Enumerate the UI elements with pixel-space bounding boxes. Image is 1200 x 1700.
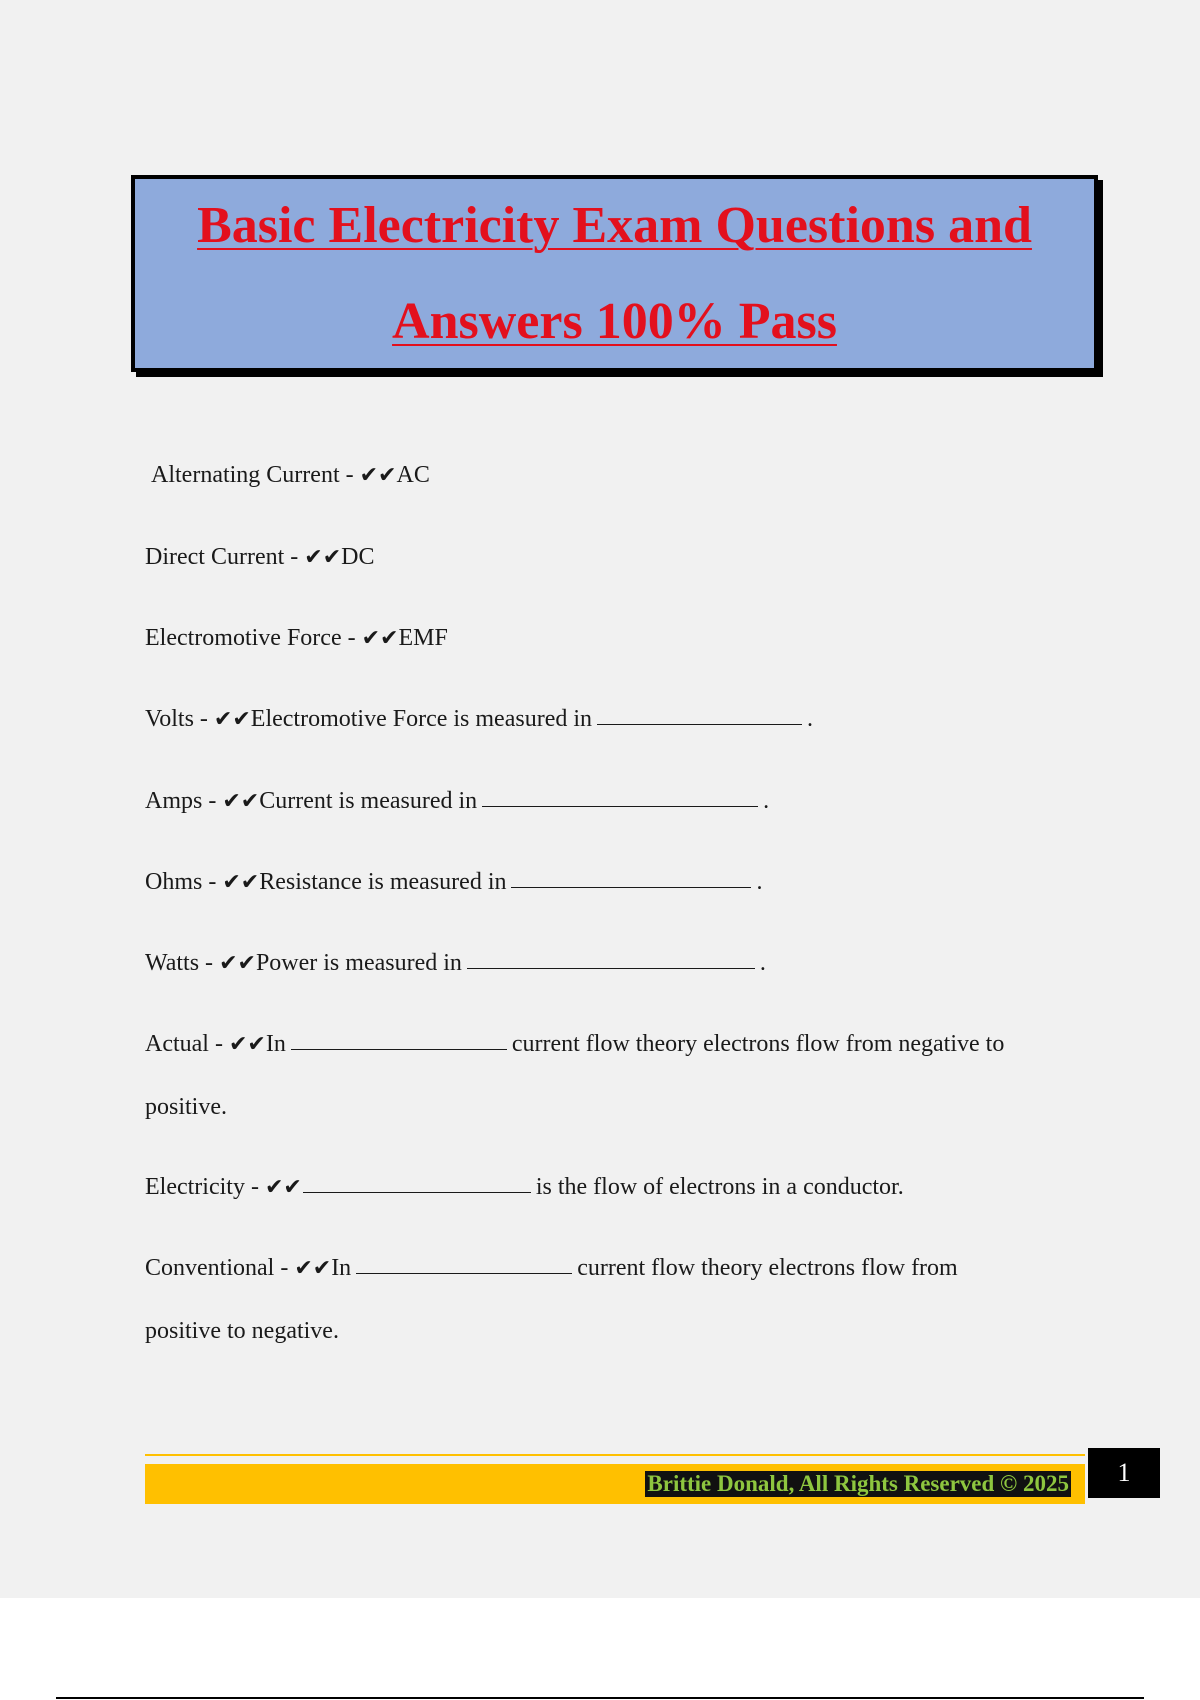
footer-copyright: Brittie Donald, All Rights Reserved © 2025 (647, 1471, 1069, 1496)
qa-term: Amps - (145, 788, 223, 814)
qa-question-end: current flow theory electrons flow from (577, 1255, 958, 1281)
qa-answer: DC (341, 544, 375, 570)
qa-question-text: Electromotive Force is measured in (250, 706, 593, 732)
double-check-icon: ✔✔ (222, 789, 260, 814)
qa-item-conventional (145, 1237, 958, 1363)
double-check-icon: ✔✔ (264, 1175, 302, 1200)
qa-question-text: In (265, 1031, 286, 1057)
answer-blank (482, 805, 758, 807)
double-check-icon: ✔✔ (213, 707, 251, 732)
qa-term: Ohms - (145, 869, 223, 895)
bottom-divider (56, 1697, 1144, 1699)
qa-question-text: Power is measured in (255, 950, 462, 976)
qa-question-continuation: positive. (145, 1094, 227, 1120)
qa-question-end: is the flow of electrons in a conductor. (535, 1174, 904, 1200)
double-check-icon: ✔✔ (219, 951, 256, 976)
qa-item-alternating-current (151, 444, 430, 507)
answer-blank (597, 723, 802, 725)
double-check-icon: ✔✔ (294, 1256, 332, 1281)
qa-item-direct-current (145, 526, 375, 589)
qa-item-amps (145, 770, 769, 833)
answer-blank (291, 1048, 507, 1050)
qa-question-end: current flow theory electrons flow from negative to (511, 1031, 1005, 1057)
qa-term: Electromotive Force - (145, 625, 362, 651)
qa-term: Volts - (145, 706, 214, 732)
qa-question-continuation: positive to negative. (145, 1318, 339, 1344)
qa-term: Direct Current - (145, 544, 305, 570)
answer-blank (511, 886, 751, 888)
document-title-line-1: Basic Electricity Exam Questions and (197, 196, 1032, 254)
qa-answer: AC (396, 462, 430, 488)
qa-answer: EMF (398, 625, 448, 651)
qa-question-text: Current is measured in (259, 788, 478, 814)
qa-question-text: In (331, 1255, 352, 1281)
qa-term: Electricity - (145, 1174, 265, 1200)
footer-bar (145, 1464, 1085, 1504)
double-check-icon: ✔✔ (222, 870, 260, 895)
title-box (131, 175, 1098, 372)
qa-item-electricity (145, 1156, 904, 1219)
footer-divider (145, 1454, 1085, 1456)
double-check-icon: ✔✔ (228, 1032, 266, 1057)
qa-item-actual (145, 1013, 1004, 1139)
qa-term: Actual - (145, 1031, 229, 1057)
qa-term: Watts - (145, 950, 220, 976)
answer-blank (467, 967, 755, 969)
page-number: 1 (1088, 1448, 1160, 1498)
double-check-icon: ✔✔ (361, 626, 399, 651)
document-title-line-2: Answers 100% Pass (392, 292, 837, 350)
qa-question-end: . (756, 869, 763, 895)
qa-item-volts (145, 688, 813, 751)
double-check-icon: ✔✔ (359, 463, 397, 488)
qa-item-watts (145, 932, 766, 995)
answer-blank (356, 1272, 572, 1274)
qa-question-end: . (807, 706, 814, 732)
qa-question-text: Resistance is measured in (259, 869, 507, 895)
double-check-icon: ✔✔ (304, 545, 342, 570)
qa-question-end: . (759, 950, 766, 976)
qa-term: Alternating Current - (151, 462, 360, 488)
qa-question-end: . (763, 788, 770, 814)
answer-blank (303, 1191, 531, 1193)
qa-item-electromotive-force (145, 607, 448, 670)
qa-term: Conventional - (145, 1255, 295, 1281)
qa-item-ohms (145, 851, 762, 914)
